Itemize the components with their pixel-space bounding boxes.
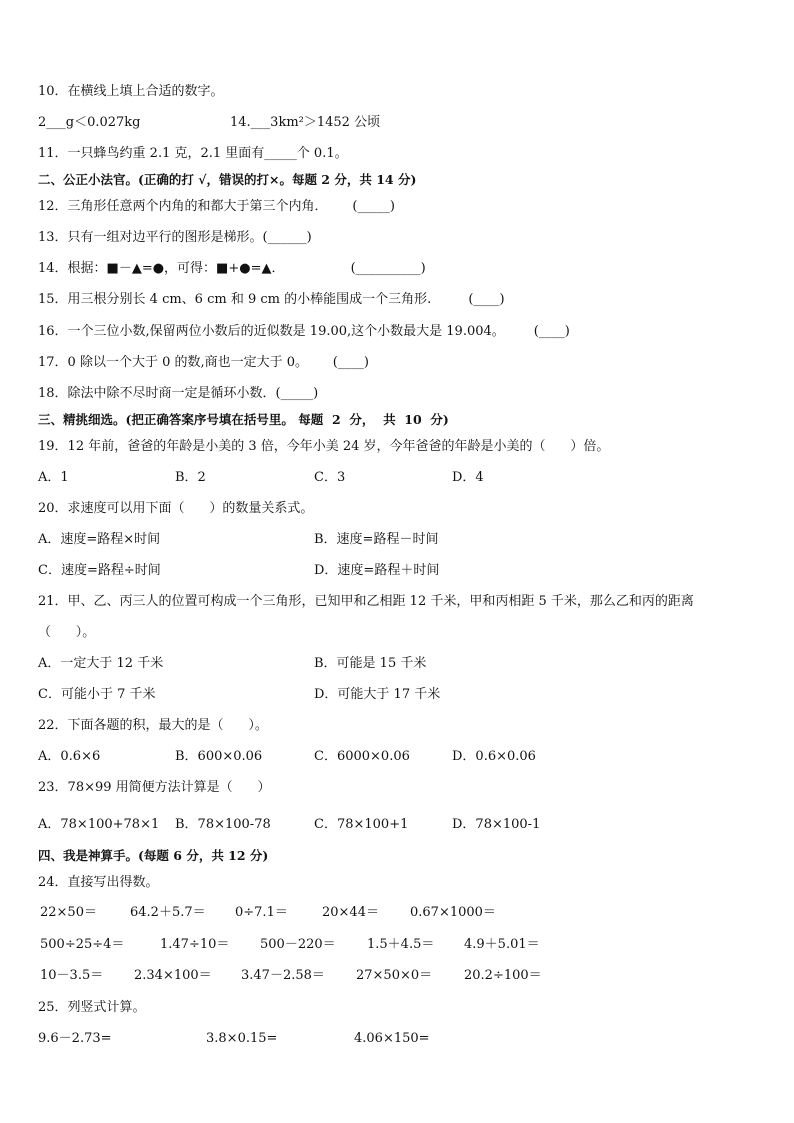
q16-text: 16．一个三位小数,保留两位小数后的近似数是 19.00,这个小数最大是 19.004。 (____) bbox=[38, 324, 570, 339]
q10-blank-b: 14.___3km²＞1452 公顷 bbox=[230, 115, 381, 130]
q24-r3-1: 10－3.5＝ bbox=[40, 968, 104, 983]
q25-item-2: 3.8×0.15= bbox=[206, 1031, 278, 1046]
q19-option-a: A．1 bbox=[38, 470, 69, 485]
q20-option-d: D．速度=路程＋时间 bbox=[314, 563, 440, 578]
q18-text: 18．除法中除不尽时商一定是循环小数．(_____) bbox=[38, 386, 319, 401]
q14-text: 14．根据：■－▲=●，可得：■+●=▲． (__________) bbox=[38, 261, 426, 276]
q22-option-d: D．0.6×0.06 bbox=[452, 749, 536, 764]
q24-r1-4: 20×44＝ bbox=[322, 905, 379, 920]
q15-text: 15．用三根分别长 4 cm、6 cm 和 9 cm 的小棒能围成一个三角形. (____) bbox=[38, 292, 505, 307]
q20-option-b: B．速度=路程－时间 bbox=[314, 532, 439, 547]
q22-option-b: B．600×0.06 bbox=[175, 749, 263, 764]
q12-text: 12．三角形任意两个内角的和都大于第三个内角． (_____) bbox=[38, 199, 395, 214]
q10-blank-a: 2___g＜0.027kg bbox=[38, 115, 141, 130]
q24-r2-2: 1.47÷10＝ bbox=[160, 937, 230, 952]
q21-option-b: B．可能是 15 千米 bbox=[314, 656, 427, 671]
q23-option-d: D．78×100-1 bbox=[452, 817, 541, 832]
q24-r1-5: 0.67×1000＝ bbox=[410, 905, 496, 920]
q23-option-a: A．78×100+78×1 bbox=[38, 817, 160, 832]
q19-text: 19．12 年前，爸爸的年龄是小美的 3 倍，今年小美 24 岁，今年爸爸的年龄是小美的（ ）倍。 bbox=[38, 439, 610, 454]
q22-option-c: C．6000×0.06 bbox=[314, 749, 410, 764]
q24-r3-5: 20.2÷100＝ bbox=[464, 968, 542, 983]
q17-text: 17．0 除以一个大于 0 的数,商也一定大于 0。 (____) bbox=[38, 355, 369, 370]
q19-option-c: C．3 bbox=[314, 470, 346, 485]
q22-text: 22．下面各题的积，最大的是（ ）。 bbox=[38, 718, 268, 733]
section-3-heading: 三、精挑细选。(把正确答案序号填在括号里。 每题 2 分， 共 10 分) bbox=[38, 412, 449, 427]
q20-option-c: C．速度=路程÷时间 bbox=[38, 563, 161, 578]
q21-option-a: A．一定大于 12 千米 bbox=[38, 656, 164, 671]
q24-r2-4: 1.5＋4.5＝ bbox=[367, 937, 435, 952]
section-4-heading: 四、我是神算手。(每题 6 分，共 12 分) bbox=[38, 848, 269, 863]
q24-r1-3: 0÷7.1＝ bbox=[235, 905, 288, 920]
q24-r3-4: 27×50×0＝ bbox=[356, 968, 433, 983]
q19-option-b: B．2 bbox=[175, 470, 206, 485]
q25-text: 25．列竖式计算。 bbox=[38, 1000, 146, 1015]
section-2-heading: 二、公正小法官。(正确的打 √，错误的打×。每题 2 分，共 14 分) bbox=[38, 172, 417, 187]
q25-item-3: 4.06×150= bbox=[354, 1031, 430, 1046]
q24-r2-3: 500－220＝ bbox=[260, 937, 336, 952]
q24-r3-3: 3.47－2.58＝ bbox=[241, 968, 325, 983]
q22-option-a: A．0.6×6 bbox=[38, 749, 101, 764]
q24-r1-2: 64.2＋5.7＝ bbox=[130, 905, 206, 920]
q20-text: 20．求速度可以用下面（ ）的数量关系式。 bbox=[38, 501, 314, 516]
q23-text: 23．78×99 用简便方法计算是（ ） bbox=[38, 780, 271, 795]
q25-item-1: 9.6－2.73= bbox=[38, 1031, 112, 1046]
q24-r1-1: 22×50＝ bbox=[40, 905, 97, 920]
q21-option-c: C．可能小于 7 千米 bbox=[38, 687, 156, 702]
q23-option-b: B．78×100-78 bbox=[175, 817, 271, 832]
q23-option-c: C．78×100+1 bbox=[314, 817, 409, 832]
q19-option-d: D．4 bbox=[452, 470, 484, 485]
q21-text: 21．甲、乙、丙三人的位置可构成一个三角形，已知甲和乙相距 12 千米，甲和丙相距 5 千米，那么乙和丙的距离 bbox=[38, 594, 694, 609]
q24-r2-5: 4.9＋5.01＝ bbox=[464, 937, 540, 952]
q21-text-cont: （ ）。 bbox=[38, 625, 96, 640]
q24-r2-1: 500÷25÷4＝ bbox=[40, 937, 125, 952]
q21-option-d: D．可能大于 17 千米 bbox=[314, 687, 441, 702]
q24-text: 24．直接写出得数。 bbox=[38, 875, 159, 890]
q11-text: 11．一只蜂鸟约重 2.1 克，2.1 里面有_____个 0.1。 bbox=[38, 146, 348, 161]
q10-text: 10．在横线上填上合适的数字。 bbox=[38, 84, 224, 99]
q20-option-a: A．速度=路程×时间 bbox=[38, 532, 161, 547]
q13-text: 13．只有一组对边平行的图形是梯形。(______) bbox=[38, 230, 312, 245]
q24-r3-2: 2.34×100＝ bbox=[134, 968, 212, 983]
